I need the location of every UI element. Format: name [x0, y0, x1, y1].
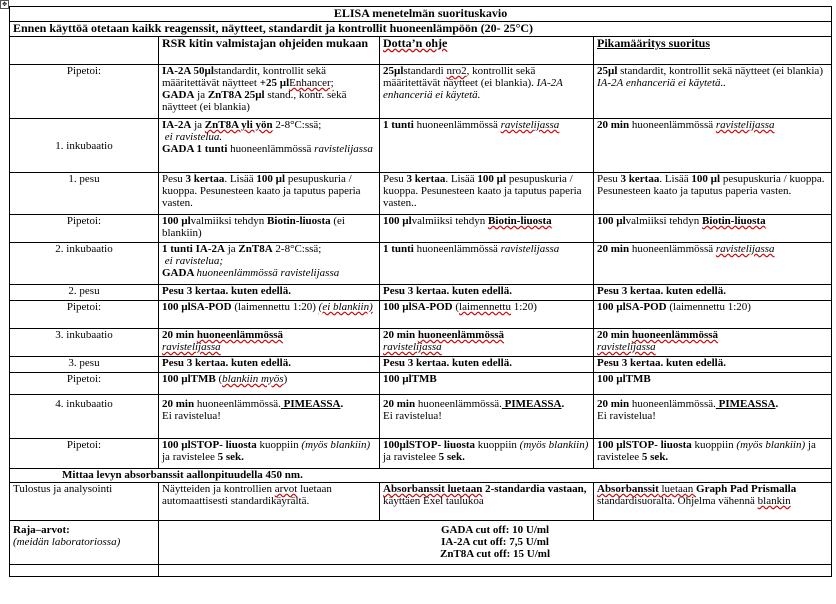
text-span: 100µl [383, 439, 409, 451]
text-span: pesupuskuria / kuoppa. Pesunesteen kaato ja taputus paperia vasten. [162, 173, 361, 209]
cutoff-sublabel: (meidän laboratoriossa) [13, 536, 121, 548]
column-header-pika-text: Pikamääritys suoritus [597, 36, 711, 50]
text-span: 20 min [383, 329, 418, 341]
text-span: 100 µl [162, 373, 191, 385]
text-span: kuoppiin [256, 439, 302, 451]
text-span: huoneenlämmössä [196, 329, 284, 341]
text-span: 20 min [162, 329, 197, 341]
text-span: ravistelijassa [715, 243, 775, 255]
text-span: ZnT8A yli yön [204, 119, 273, 131]
text-span: 20 min [597, 329, 632, 341]
empty-header-cell [10, 37, 159, 65]
text-span: , kontrollit sekä määritettävät näytteet (ei blankia). [383, 65, 537, 89]
text-span: luetaan automaattisesti standardikäyrältä. [162, 483, 332, 507]
text-span: 100 µl [597, 373, 626, 385]
text-span: 5 sek. [641, 451, 669, 463]
text-span: IA-2A 50µl [162, 65, 214, 77]
row-label: Pipetoi: [10, 373, 159, 395]
measure-instruction: Mittaa levyn absorbanssit aallonpituudella 450 nm. [10, 469, 832, 483]
text-span: STOP- liuosta [190, 439, 257, 451]
cell-pika [594, 483, 832, 521]
text-span: 100 µl [256, 173, 286, 185]
move-handle-icon[interactable]: ✥ [1, 1, 8, 8]
text-span: huoneenlämmössä [629, 243, 716, 255]
table-row [10, 173, 832, 215]
text-span: 20 min [383, 398, 416, 410]
text-span: 2-8°C:ssä; [272, 243, 322, 255]
text-span: 25µl [597, 65, 618, 77]
cell-dotta [380, 215, 594, 243]
text-span: SA-POD [411, 301, 453, 313]
text-span: SA-POD [625, 301, 667, 313]
text-span: ) [283, 373, 288, 385]
text-span: ei ravistelua; [164, 255, 224, 267]
text-span: huoneenlämmössä [227, 143, 315, 155]
table-row [10, 373, 832, 395]
cutoff-values [159, 521, 832, 565]
text-span: 2-standardia vastaan, [482, 483, 587, 495]
cell-pika: Pesu 3 kertaa. kuten edellä. [594, 285, 832, 301]
table-row [10, 483, 832, 521]
text-span: ZnT8A 25µl [207, 89, 265, 101]
cell-dotta [380, 65, 594, 119]
text-span: Pesu [162, 173, 186, 185]
table-row [10, 65, 832, 119]
empty-cell [159, 565, 832, 577]
table-row [10, 357, 832, 373]
text-span: luetaan [658, 483, 697, 495]
cell-pika [594, 65, 832, 119]
text-span: PIMEASSA [280, 398, 341, 410]
text-span: ei ravistelua. [164, 131, 223, 143]
text-span: 3 kertaa [406, 173, 446, 185]
text-span: 100 µl [691, 173, 721, 185]
cell-pika [594, 215, 832, 243]
text-span: TMB [625, 373, 651, 385]
cutoff-label: Raja–arvot: [13, 524, 70, 536]
table-row [10, 565, 832, 577]
text-span: ravistelijassa [162, 341, 221, 353]
text-span: 100 µl [162, 215, 191, 227]
cell-pika [594, 395, 832, 439]
text-span: IA-2A enhanceriä ei käytetä. [383, 77, 563, 101]
text-span: . [340, 398, 344, 410]
text-span: GADA 1 tunti [162, 143, 228, 155]
cell-rsr [159, 65, 380, 119]
row-label: Pipetoi: [10, 439, 159, 469]
text-span: 100 µl [162, 439, 191, 451]
text-span: ravistelijassa [715, 119, 775, 131]
column-header-rsr: RSR kitin valmistajan ohjeiden mukaan [159, 37, 380, 65]
text-span: blankin [757, 495, 791, 507]
text-span: . Lisää [659, 173, 692, 185]
text-span: standardit, kontrollit sekä määritettävät näytteet [162, 65, 326, 89]
text-span: valmiiksi tehdyn [625, 215, 703, 227]
text-span: huoneenlämmössä [631, 329, 719, 341]
text-span: Ei ravistelua! [597, 410, 656, 422]
text-span: Enhancer; [289, 77, 334, 89]
text-span: 100 µl [597, 215, 626, 227]
cell-dotta [380, 173, 594, 215]
text-span: Pesu [597, 173, 621, 185]
text-span: arvot [274, 483, 298, 495]
column-header-row [10, 37, 832, 65]
text-span: +25 µl [259, 77, 290, 89]
cell-pika [594, 439, 832, 469]
cell-rsr [159, 243, 380, 285]
text-span: Biotin-liuosta [267, 215, 331, 227]
text-span: (ei blankiin) [318, 301, 373, 313]
text-span: kuoppiin [475, 439, 520, 451]
text-span: 100 µl [383, 373, 412, 385]
title-row [10, 7, 832, 22]
cell-rsr [159, 439, 380, 469]
cell-dotta [380, 329, 594, 357]
text-span: 100 µl [597, 301, 626, 313]
text-span: standardisuoralta. Ohjelma vähennä [597, 495, 758, 507]
text-span: SA-POD [190, 301, 232, 313]
subtitle-row [10, 22, 832, 37]
row-label: 1. pesu [10, 173, 159, 215]
cell-dotta: Pesu 3 kertaa. kuten edellä. [380, 357, 594, 373]
text-span: 100 µl [383, 301, 412, 313]
empty-cell [10, 565, 159, 577]
row-label: Pipetoi: [10, 215, 159, 243]
text-span: (ei blankiin) [162, 215, 345, 239]
text-span: ja [191, 119, 205, 131]
table-row [10, 119, 832, 173]
text-span: PIMEASSA [715, 398, 776, 410]
text-span: Pesu [383, 173, 407, 185]
text-span: 100 µl [477, 173, 507, 185]
row-label: 2. pesu [10, 285, 159, 301]
text-span: ( [215, 373, 223, 385]
text-span: STOP- liuosta [625, 439, 692, 451]
text-span: ja ravistelee [162, 451, 218, 463]
text-span: pesupuskuria / kuoppa. Pesunesteen kaato ja taputus paperia vasten.. [383, 173, 582, 209]
cell-rsr [159, 329, 380, 357]
text-span: 100 µl [162, 301, 191, 313]
text-span: nro2 [446, 65, 467, 77]
cutoff-gada: GADA cut off: 10 U/ml [440, 524, 550, 536]
row-label: Pipetoi: [10, 65, 159, 119]
text-span: (myös blankiin) [519, 439, 589, 451]
row-label: 3. pesu [10, 357, 159, 373]
cell-rsr [159, 215, 380, 243]
cell-dotta [380, 119, 594, 173]
text-span: 1 tunti IA-2A [162, 243, 225, 255]
text-span: Biotin-liuosta [488, 215, 552, 227]
text-span: . [561, 398, 565, 410]
cell-pika [594, 243, 832, 285]
text-span: STOP- liuosta [408, 439, 476, 451]
cell-rsr [159, 119, 380, 173]
text-span: Näytteiden ja kontrollien [162, 483, 275, 495]
cutoff-ia2a: IA-2A cut off: 7,5 U/ml [441, 536, 549, 548]
row-label: 1. inkubaatio [10, 119, 159, 173]
text-span: ravistelijassa [597, 341, 656, 353]
page-subtitle: Ennen käyttöä otetaan kaikk reagenssit, näytteet, standardit ja kontrollit huoneenlämpöön (20- 25°C) [10, 22, 832, 37]
text-span: . [775, 398, 779, 410]
table-row [10, 285, 832, 301]
text-span: PIMEASSA [501, 398, 562, 410]
text-span: valmiiksi tehdyn [190, 215, 268, 227]
text-span: ravistelijassa [383, 341, 442, 353]
text-span: ja ravistelee [597, 439, 816, 463]
text-span: huoneenlämmössä [413, 243, 501, 255]
text-span: stand., kontr. sekä näytteet (ei blankia) [162, 89, 347, 113]
cell-dotta: Pesu 3 kertaa. kuten edellä. [380, 285, 594, 301]
row-label: Pipetoi: [10, 301, 159, 329]
text-span: ravistelijassa [314, 143, 373, 155]
text-span: 1 tunti [383, 119, 414, 131]
text-span: 5 sek. [438, 451, 465, 463]
text-span: Absorbanssit [597, 483, 659, 495]
text-span: huoneenlämmössä [413, 119, 501, 131]
text-span: huoneenlämmössä [417, 329, 505, 341]
row-label: 2. inkubaatio [10, 243, 159, 285]
text-span: käyttäen Exel taulukoa [383, 495, 484, 507]
text-span: 20 min [162, 398, 195, 410]
text-span: laimennettu [459, 301, 511, 313]
text-span: Graph Pad Prismalla [696, 483, 797, 495]
text-span: standardi [403, 65, 447, 77]
text-span: blankiin myös [222, 373, 284, 385]
cell-pika [594, 373, 832, 395]
table-row [10, 243, 832, 285]
text-span: huoneenlämmössä. [415, 398, 502, 410]
cell-rsr [159, 373, 380, 395]
column-header-pika [594, 37, 832, 65]
cell-pika [594, 301, 832, 329]
column-header-dotta-text: Dotta’n ohje [383, 36, 448, 50]
text-span: TMB [190, 373, 216, 385]
cell-dotta [380, 483, 594, 521]
text-span: 5 sek. [217, 451, 244, 463]
text-span: Biotin-liuosta [702, 215, 766, 227]
cell-dotta [380, 373, 594, 395]
row-label: 4. inkubaatio [10, 395, 159, 439]
row-label [10, 521, 159, 565]
text-span: 2-8°C:ssä; [272, 119, 322, 131]
text-span: standardit, kontrollit sekä näytteet (ei blankia) [617, 65, 823, 77]
text-span: Ei ravistelua! [383, 410, 442, 422]
text-span: Absorbanssit luetaan [383, 483, 483, 495]
text-span: GADA [162, 89, 195, 101]
cell-dotta [380, 439, 594, 469]
row-label: 3. inkubaatio [10, 329, 159, 357]
cell-dotta [380, 301, 594, 329]
cell-rsr [159, 483, 380, 521]
cell-rsr [159, 395, 380, 439]
text-span: 1 tunti [383, 243, 414, 255]
table-row [10, 301, 832, 329]
cell-dotta [380, 243, 594, 285]
text-span: . Lisää [445, 173, 478, 185]
text-span: IA-2A [162, 119, 192, 131]
text-span: huoneenlämmössä. [194, 398, 281, 410]
text-span: IA-2A enhanceriä ei käytetä.. [597, 77, 726, 89]
table-row [10, 521, 832, 565]
text-span: ja [194, 89, 208, 101]
text-span: pesupuskuria / kuoppa. Pesunesteen kaato ja taputus paperia vasten. [597, 173, 825, 197]
text-span: 3 kertaa [185, 173, 225, 185]
text-span: ravistelijassa [500, 243, 560, 255]
table-row [10, 215, 832, 243]
table-row [10, 329, 832, 357]
text-span: . Lisää [224, 173, 257, 185]
cell-pika [594, 119, 832, 173]
text-span: 3 kertaa [620, 173, 660, 185]
text-span: TMB [411, 373, 437, 385]
cell-pika [594, 173, 832, 215]
cutoff-znt8a: ZnT8A cut off: 15 U/ml [440, 548, 551, 560]
text-span: 20 min [597, 398, 630, 410]
cell-pika [594, 329, 832, 357]
text-span: huoneenlämmössä. [629, 398, 716, 410]
text-span: (myös blankiin) [301, 439, 371, 451]
cell-rsr [159, 301, 380, 329]
row-label: Tulostus ja analysointi [10, 483, 159, 521]
table-row [10, 395, 832, 439]
text-span: (laimennettu 1:20) [231, 301, 319, 313]
cell-rsr: Pesu 3 kertaa. kuten edellä. [159, 357, 380, 373]
text-span: 20 min [597, 243, 630, 255]
text-span: ( [452, 301, 460, 313]
text-span: ZnT8A [238, 243, 273, 255]
text-span: huoneenlämmössä [629, 119, 716, 131]
text-span: 100 µl [383, 215, 412, 227]
text-span: 25µl [383, 65, 404, 77]
text-span: Ei ravistelua! [162, 410, 221, 422]
column-header-dotta [380, 37, 594, 65]
text-span: ja ravistelee [383, 451, 439, 463]
text-span: 1:20) [510, 301, 537, 313]
text-span: (laimennettu 1:20) [666, 301, 751, 313]
text-span: ja [224, 243, 239, 255]
cell-pika: Pesu 3 kertaa. kuten edellä. [594, 357, 832, 373]
cell-rsr [159, 173, 380, 215]
table-row [10, 439, 832, 469]
table-row [10, 469, 832, 483]
page-title: ELISA menetelmän suorituskavio [10, 7, 832, 22]
text-span: GADA [162, 267, 197, 279]
text-span: 100 µl [597, 439, 626, 451]
text-span: (myös blankiin) [736, 439, 806, 451]
cell-dotta [380, 395, 594, 439]
text-span: ravistelijassa [500, 119, 560, 131]
text-span: kuoppiin [691, 439, 737, 451]
cell-rsr: Pesu 3 kertaa. kuten edellä. [159, 285, 380, 301]
text-span: 20 min [597, 119, 630, 131]
elisa-table [9, 6, 832, 577]
text-span: valmiiksi tehdyn [411, 215, 489, 227]
text-span: huoneenlämmössä ravistelijassa [196, 267, 340, 279]
